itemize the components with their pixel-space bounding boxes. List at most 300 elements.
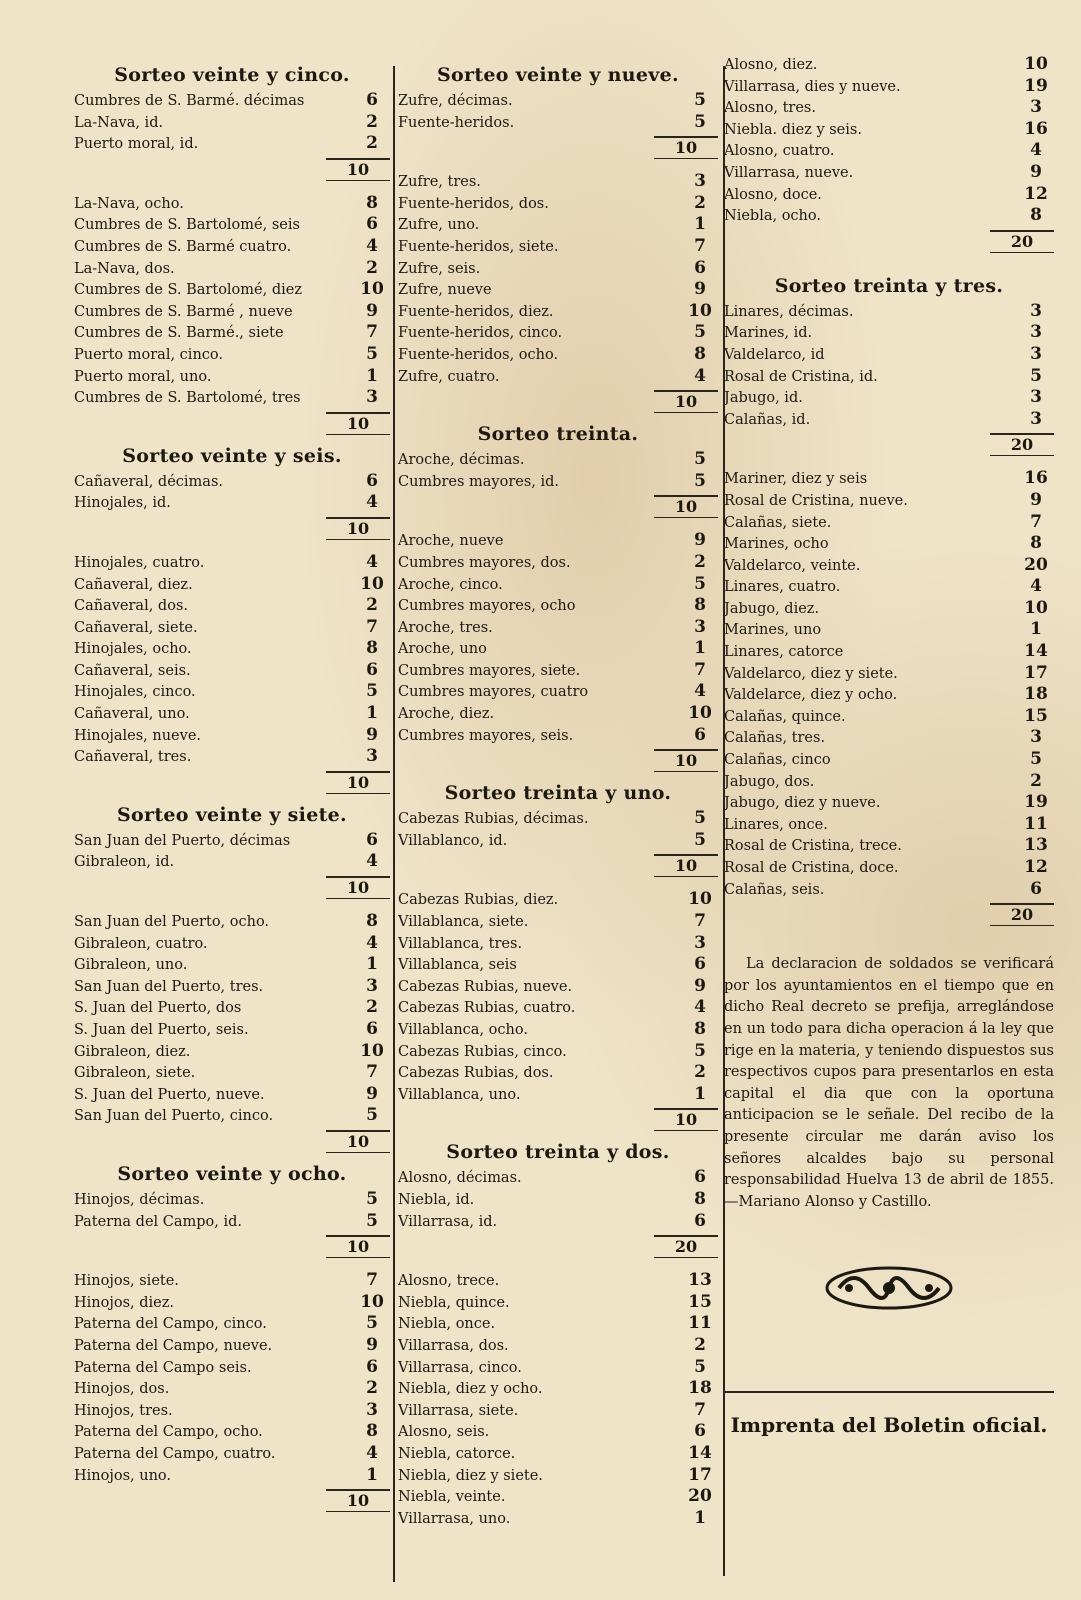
draw-number: 9 bbox=[366, 300, 378, 321]
section-heading: Sorteo veinte y nueve. bbox=[437, 64, 679, 86]
municipality-label: La-Nava, id. bbox=[74, 114, 164, 131]
lottery-row bbox=[724, 814, 1054, 836]
section-total: 10 bbox=[74, 873, 390, 899]
draw-number: 8 bbox=[694, 1019, 706, 1039]
footer-rule bbox=[724, 1391, 1054, 1393]
lottery-row bbox=[724, 162, 1054, 184]
municipality-label: Alosno, doce. bbox=[724, 186, 822, 203]
draw-number: 10 bbox=[688, 300, 712, 321]
lottery-row bbox=[398, 1167, 718, 1189]
municipality-label: San Juan del Puerto, décimas bbox=[74, 832, 291, 849]
lottery-row bbox=[398, 236, 718, 258]
municipality-label: Hinojos, siete. bbox=[74, 1273, 179, 1290]
draw-number: 5 bbox=[366, 1210, 378, 1231]
municipality-label: Jabugo, diez. bbox=[724, 600, 820, 617]
municipality-label: Fuente-heridos, siete. bbox=[398, 238, 559, 255]
municipality-label: Calañas, tres. bbox=[724, 730, 826, 747]
municipality-label: Cumbres de S. Barmé , nueve bbox=[74, 303, 293, 320]
section-heading: Sorteo veinte y cinco. bbox=[114, 64, 350, 86]
lottery-row bbox=[724, 727, 1054, 749]
municipality-label: Jabugo, id. bbox=[724, 390, 803, 407]
lottery-row bbox=[398, 725, 718, 747]
municipality-label: Alosno, tres. bbox=[724, 100, 816, 117]
lottery-row bbox=[74, 1378, 390, 1400]
lottery-row bbox=[398, 574, 718, 596]
municipality-label: Villarrasa, siete. bbox=[398, 1402, 519, 1419]
lottery-row bbox=[398, 471, 718, 493]
draw-number: 9 bbox=[694, 975, 706, 996]
municipality-label: Zufre, nueve bbox=[398, 282, 492, 299]
municipality-label: S. Juan del Puerto, dos bbox=[74, 1000, 242, 1017]
section-total: 10 bbox=[74, 409, 390, 435]
printer-imprint: Imprenta del Boletin oficial. bbox=[730, 1413, 1048, 1438]
municipality-label: Gibraleon, id. bbox=[74, 854, 175, 871]
lottery-row bbox=[724, 344, 1054, 366]
municipality-label: Linares, once. bbox=[724, 816, 828, 833]
column-1 bbox=[74, 54, 390, 1512]
draw-number: 10 bbox=[360, 279, 384, 300]
lottery-row bbox=[74, 1270, 390, 1292]
draw-number: 7 bbox=[366, 616, 378, 637]
draw-number: 9 bbox=[366, 724, 378, 745]
draw-number: 12 bbox=[1024, 857, 1048, 877]
municipality-label: Rosal de Cristina, doce. bbox=[724, 860, 899, 876]
draw-number: 7 bbox=[1030, 511, 1042, 532]
municipality-label: Hinojos, diez. bbox=[74, 1294, 174, 1311]
lottery-row bbox=[74, 552, 390, 574]
municipality-label: Marines, ocho bbox=[724, 536, 829, 553]
municipality-label: Villarrasa, cinco. bbox=[398, 1359, 522, 1376]
municipality-label: Alosno, décimas. bbox=[398, 1170, 522, 1187]
draw-number: 5 bbox=[694, 470, 706, 491]
lottery-row bbox=[74, 595, 390, 617]
draw-number: 4 bbox=[1030, 140, 1042, 161]
draw-number: 11 bbox=[1024, 813, 1048, 834]
municipality-label: S. Juan del Puerto, nueve. bbox=[74, 1086, 265, 1103]
lottery-row bbox=[398, 112, 718, 134]
section-total: 10 bbox=[74, 155, 390, 181]
municipality-label: Zufre, seis. bbox=[398, 260, 481, 277]
draw-number: 5 bbox=[1030, 749, 1042, 770]
draw-number: 6 bbox=[366, 1356, 378, 1377]
municipality-label: Hinojos, dos. bbox=[74, 1381, 170, 1398]
municipality-label: Paterna del Campo, nueve. bbox=[74, 1337, 273, 1354]
lottery-row bbox=[398, 933, 718, 955]
lottery-row bbox=[724, 76, 1054, 98]
lottery-row bbox=[724, 301, 1054, 323]
lottery-row bbox=[724, 97, 1054, 119]
municipality-label: Alosno, seis. bbox=[398, 1424, 490, 1441]
draw-number: 19 bbox=[1024, 792, 1048, 813]
lottery-row bbox=[398, 976, 718, 998]
lottery-row bbox=[74, 322, 390, 344]
municipality-label: Cañaveral, dos. bbox=[74, 598, 188, 615]
section-heading: Sorteo veinte y siete. bbox=[117, 803, 347, 826]
lottery-row bbox=[724, 322, 1054, 344]
section-total: 20 bbox=[724, 430, 1054, 456]
municipality-label: Cumbres mayores, ocho bbox=[398, 598, 576, 615]
draw-number: 8 bbox=[366, 1421, 378, 1442]
municipality-label: Mariner, diez y seis bbox=[724, 471, 868, 488]
draw-number: 6 bbox=[694, 1421, 706, 1442]
lottery-row bbox=[74, 1084, 390, 1106]
draw-number: 9 bbox=[366, 1083, 378, 1104]
municipality-label: La-Nava, dos. bbox=[74, 260, 175, 277]
lottery-row bbox=[74, 911, 390, 933]
draw-number: 10 bbox=[360, 573, 384, 594]
draw-number: 19 bbox=[1024, 75, 1048, 96]
draw-number: 10 bbox=[1024, 597, 1048, 618]
lottery-row bbox=[74, 90, 390, 112]
lottery-row bbox=[398, 703, 718, 725]
lottery-row bbox=[724, 119, 1054, 141]
draw-number: 5 bbox=[694, 1356, 706, 1377]
municipality-label: Puerto moral, uno. bbox=[74, 368, 212, 385]
lottery-row bbox=[74, 1313, 390, 1335]
municipality-label: Hinojos, uno. bbox=[74, 1467, 171, 1484]
draw-number: 3 bbox=[1030, 408, 1042, 429]
section-heading: Sorteo treinta y dos. bbox=[446, 1141, 670, 1164]
lottery-row bbox=[398, 1378, 718, 1400]
municipality-label: Cañaveral, seis. bbox=[74, 662, 191, 679]
draw-number: 6 bbox=[366, 829, 378, 850]
lottery-row bbox=[398, 1041, 718, 1063]
municipality-label: Cumbres mayores, cuatro bbox=[398, 684, 589, 701]
municipality-label: Niebla, once. bbox=[398, 1316, 496, 1333]
lottery-row bbox=[724, 663, 1054, 685]
lottery-row bbox=[74, 366, 390, 388]
lottery-row bbox=[398, 1335, 718, 1357]
lottery-row bbox=[398, 1019, 718, 1041]
municipality-label: Cabezas Rubias, dos. bbox=[398, 1065, 554, 1082]
municipality-label: Villarrasa, id. bbox=[398, 1213, 498, 1230]
municipality-label: Cumbres de S. Barmé. décimas bbox=[74, 93, 305, 109]
draw-number: 13 bbox=[688, 1270, 712, 1291]
lottery-row bbox=[398, 1357, 718, 1379]
draw-number: 1 bbox=[366, 703, 378, 724]
draw-number: 18 bbox=[1024, 684, 1048, 705]
municipality-label: Cumbres mayores, siete. bbox=[398, 662, 581, 679]
section-total: 10 bbox=[74, 514, 390, 540]
draw-number: 8 bbox=[694, 595, 706, 616]
municipality-label: Alosno, trece. bbox=[398, 1273, 500, 1290]
municipality-label: Paterna del Campo seis. bbox=[74, 1359, 252, 1376]
draw-number: 3 bbox=[366, 975, 378, 996]
draw-number: 8 bbox=[366, 911, 378, 932]
section-total: 10 bbox=[398, 851, 718, 877]
section-heading: Sorteo treinta y uno. bbox=[444, 782, 672, 805]
municipality-label: Jabugo, diez y nueve. bbox=[724, 795, 881, 812]
municipality-label: Niebla, quince. bbox=[398, 1294, 510, 1311]
lottery-row bbox=[724, 835, 1054, 857]
municipality-label: Gibraleon, siete. bbox=[74, 1065, 196, 1082]
lottery-row bbox=[724, 54, 1054, 76]
lottery-row bbox=[724, 184, 1054, 206]
municipality-label: Linares, cuatro. bbox=[724, 579, 841, 596]
draw-number: 3 bbox=[366, 746, 378, 767]
municipality-label: Villarrasa, uno. bbox=[398, 1510, 511, 1527]
draw-number: 5 bbox=[694, 573, 706, 594]
draw-number: 3 bbox=[366, 387, 378, 408]
draw-number: 6 bbox=[366, 90, 378, 110]
draw-number: 1 bbox=[366, 954, 378, 975]
draw-number: 5 bbox=[366, 343, 378, 364]
column-3 bbox=[724, 54, 1054, 1437]
lottery-row bbox=[398, 595, 718, 617]
draw-number: 5 bbox=[694, 1040, 706, 1061]
municipality-label: Calañas, seis. bbox=[724, 881, 825, 898]
municipality-label: Hinojos, tres. bbox=[74, 1402, 173, 1419]
lottery-row bbox=[74, 830, 390, 852]
section-total: 10 bbox=[74, 768, 390, 794]
lottery-row bbox=[398, 681, 718, 703]
municipality-label: San Juan del Puerto, ocho. bbox=[74, 914, 270, 931]
lottery-row bbox=[398, 1421, 718, 1443]
lottery-row bbox=[74, 1335, 390, 1357]
municipality-label: Niebla, diez y siete. bbox=[398, 1467, 543, 1484]
ornament-icon bbox=[819, 1263, 959, 1313]
draw-number: 3 bbox=[694, 932, 706, 953]
draw-number: 20 bbox=[688, 1486, 712, 1507]
lottery-row bbox=[724, 857, 1054, 879]
draw-number: 16 bbox=[1024, 118, 1048, 139]
lottery-row bbox=[398, 90, 718, 112]
municipality-label: Calañas, cinco bbox=[724, 752, 831, 769]
lottery-row bbox=[724, 792, 1054, 814]
draw-number: 7 bbox=[694, 659, 706, 680]
municipality-label: Aroche, nueve bbox=[398, 533, 504, 550]
municipality-label: Fuente-heridos. bbox=[398, 114, 515, 131]
lottery-row bbox=[398, 1292, 718, 1314]
municipality-label: Jabugo, dos. bbox=[724, 773, 815, 790]
municipality-label: Cañaveral, tres. bbox=[74, 749, 192, 766]
draw-number: 14 bbox=[1024, 641, 1048, 662]
draw-number: 8 bbox=[694, 1188, 706, 1209]
draw-number: 5 bbox=[694, 808, 706, 829]
draw-number: 10 bbox=[688, 889, 712, 910]
municipality-label: Alosno, diez. bbox=[724, 57, 818, 73]
draw-number: 1 bbox=[694, 214, 706, 235]
draw-number: 3 bbox=[1030, 322, 1042, 343]
lottery-row bbox=[398, 344, 718, 366]
municipality-label: Cumbres de S. Bartolomé, seis bbox=[74, 217, 300, 234]
lottery-row bbox=[74, 617, 390, 639]
municipality-label: Cumbres mayores, dos. bbox=[398, 554, 571, 571]
draw-number: 4 bbox=[1030, 576, 1042, 597]
section-total: 10 bbox=[398, 746, 718, 772]
section-total: 20 bbox=[724, 227, 1054, 253]
lottery-row bbox=[398, 1270, 718, 1292]
draw-number: 1 bbox=[694, 1507, 706, 1528]
lottery-row bbox=[74, 471, 390, 493]
lottery-row bbox=[74, 725, 390, 747]
draw-number: 5 bbox=[694, 322, 706, 343]
lottery-row bbox=[74, 997, 390, 1019]
municipality-label: Paterna del Campo, id. bbox=[74, 1213, 243, 1230]
municipality-label: Cañaveral, uno. bbox=[74, 706, 190, 723]
draw-number: 1 bbox=[694, 638, 706, 659]
draw-number: 8 bbox=[694, 343, 706, 364]
municipality-label: Niebla, diez y ocho. bbox=[398, 1381, 543, 1398]
municipality-label: Villablanca, tres. bbox=[398, 935, 523, 952]
draw-number: 4 bbox=[366, 851, 378, 872]
lottery-row bbox=[74, 1443, 390, 1465]
draw-number: 10 bbox=[688, 703, 712, 724]
draw-number: 5 bbox=[694, 111, 706, 132]
draw-number: 2 bbox=[366, 257, 378, 278]
lottery-row bbox=[74, 976, 390, 998]
municipality-label: San Juan del Puerto, tres. bbox=[74, 978, 264, 995]
draw-number: 4 bbox=[366, 932, 378, 953]
lottery-row bbox=[74, 574, 390, 596]
draw-number: 13 bbox=[1024, 835, 1048, 856]
lottery-row bbox=[724, 706, 1054, 728]
lottery-row bbox=[398, 322, 718, 344]
municipality-label: Cumbres mayores, seis. bbox=[398, 727, 574, 744]
draw-number: 3 bbox=[1030, 727, 1042, 748]
municipality-label: Hinojales, cinco. bbox=[74, 684, 196, 701]
draw-number: 7 bbox=[366, 322, 378, 343]
draw-number: 2 bbox=[366, 997, 378, 1018]
section-total: 10 bbox=[398, 387, 718, 413]
lottery-row bbox=[724, 576, 1054, 598]
lottery-row bbox=[398, 530, 718, 552]
lottery-row bbox=[398, 193, 718, 215]
municipality-label: Calañas, siete. bbox=[724, 514, 832, 531]
lottery-row bbox=[74, 660, 390, 682]
municipality-label: Cabezas Rubias, cinco. bbox=[398, 1043, 567, 1060]
lottery-row bbox=[398, 1400, 718, 1422]
lottery-row bbox=[398, 1062, 718, 1084]
lottery-row bbox=[724, 684, 1054, 706]
draw-number: 9 bbox=[694, 279, 706, 300]
draw-number: 4 bbox=[366, 1442, 378, 1463]
municipality-label: Aroche, cinco. bbox=[398, 576, 503, 593]
draw-number: 4 bbox=[694, 365, 706, 386]
draw-number: 8 bbox=[1030, 533, 1042, 554]
municipality-label: Cumbres de S. Barmé., siete bbox=[74, 325, 284, 342]
draw-number: 3 bbox=[694, 616, 706, 637]
municipality-label: Fuente-heridos, diez. bbox=[398, 303, 554, 320]
lottery-row bbox=[724, 409, 1054, 431]
draw-number: 7 bbox=[694, 1399, 706, 1420]
draw-number: 4 bbox=[366, 551, 378, 572]
lottery-row bbox=[398, 1508, 718, 1530]
lottery-row bbox=[74, 112, 390, 134]
draw-number: 8 bbox=[366, 192, 378, 213]
section-total: 10 bbox=[74, 1232, 390, 1258]
lottery-row bbox=[398, 1443, 718, 1465]
municipality-label: Fuente-heridos, dos. bbox=[398, 195, 549, 212]
draw-number: 2 bbox=[694, 551, 706, 572]
lottery-row bbox=[724, 205, 1054, 227]
municipality-label: Cumbres de S. Bartolomé, tres bbox=[74, 390, 301, 407]
municipality-label: Paterna del Campo, cinco. bbox=[74, 1316, 267, 1333]
municipality-label: Rosal de Cristina, trece. bbox=[724, 838, 902, 855]
draw-number: 4 bbox=[366, 492, 378, 513]
draw-number: 5 bbox=[694, 90, 706, 110]
lottery-row bbox=[398, 889, 718, 911]
municipality-label: Niebla, catorce. bbox=[398, 1445, 516, 1462]
draw-number: 12 bbox=[1024, 183, 1048, 204]
lottery-row bbox=[74, 851, 390, 873]
municipality-label: Calañas, id. bbox=[724, 411, 811, 428]
municipality-label: Aroche, tres. bbox=[398, 619, 493, 636]
draw-number: 5 bbox=[694, 449, 706, 470]
draw-number: 2 bbox=[366, 1378, 378, 1399]
municipality-label: Cabezas Rubias, décimas. bbox=[398, 811, 589, 828]
municipality-label: San Juan del Puerto, cinco. bbox=[74, 1108, 274, 1125]
section-total: 10 bbox=[398, 1105, 718, 1131]
lottery-row bbox=[724, 387, 1054, 409]
municipality-label: Aroche, uno bbox=[398, 641, 487, 658]
draw-number: 3 bbox=[1030, 300, 1042, 321]
draw-number: 6 bbox=[694, 257, 706, 278]
municipality-label: Puerto moral, id. bbox=[74, 136, 199, 153]
draw-number: 4 bbox=[694, 997, 706, 1018]
section-total: 10 bbox=[74, 1127, 390, 1153]
municipality-label: Alosno, cuatro. bbox=[724, 143, 835, 160]
draw-number: 6 bbox=[366, 1019, 378, 1039]
lottery-row bbox=[74, 387, 390, 409]
municipality-label: Niebla. diez y seis. bbox=[724, 121, 862, 138]
draw-number: 1 bbox=[694, 1083, 706, 1104]
municipality-label: Aroche, diez. bbox=[398, 706, 495, 723]
draw-number: 15 bbox=[688, 1291, 712, 1312]
municipality-label: Cabezas Rubias, nueve. bbox=[398, 978, 573, 995]
municipality-label: Linares, catorce bbox=[724, 644, 844, 661]
municipality-label: Gibraleon, cuatro. bbox=[74, 935, 208, 952]
draw-number: 5 bbox=[366, 1313, 378, 1334]
draw-number: 6 bbox=[366, 659, 378, 680]
draw-number: 6 bbox=[366, 214, 378, 235]
municipality-label: Villarrasa, dos. bbox=[398, 1337, 509, 1354]
lottery-row bbox=[398, 171, 718, 193]
draw-number: 2 bbox=[694, 1062, 706, 1083]
lottery-row bbox=[74, 1105, 390, 1127]
draw-number: 2 bbox=[694, 192, 706, 213]
section-heading: Sorteo treinta. bbox=[477, 423, 639, 446]
lottery-row bbox=[74, 638, 390, 660]
draw-number: 8 bbox=[366, 638, 378, 659]
municipality-label: Calañas, quince. bbox=[724, 708, 846, 725]
draw-number: 3 bbox=[1030, 343, 1042, 364]
municipality-label: Villablanco, id. bbox=[398, 832, 508, 849]
municipality-label: S. Juan del Puerto, seis. bbox=[74, 1022, 249, 1038]
municipality-label: Hinojales, ocho. bbox=[74, 641, 192, 658]
draw-number: 7 bbox=[366, 1062, 378, 1083]
municipality-label: Rosal de Cristina, id. bbox=[724, 368, 878, 385]
draw-number: 10 bbox=[1024, 54, 1048, 74]
municipality-label: Valdelarce, diez y ocho. bbox=[724, 687, 898, 704]
draw-number: 1 bbox=[366, 1464, 378, 1485]
lottery-row bbox=[74, 492, 390, 514]
municipality-label: La-Nava, ocho. bbox=[74, 195, 184, 212]
lottery-row bbox=[74, 236, 390, 258]
circular-paragraph: La declaracion de soldados se verificará por los ayuntamientos en el tiempo que en dicho Real decreto se prefija, arreglándose en un todo para dicha operacion á la ley que rige en la materia, y teniendo dispuestos sus respectivos cupos para presentarlos en esta capital el dia que con la oportuna anticipacion se le señale. Del recibo de la presente circular me darán aviso los señores alcaldes bajo su personal responsabilidad Huelva 13 de abril de 1855.—Mariano Alonso y Castillo. bbox=[724, 956, 1054, 1210]
municipality-label: Zufre, uno. bbox=[398, 217, 480, 234]
municipality-label: Linares, décimas. bbox=[724, 303, 854, 320]
draw-number: 17 bbox=[688, 1464, 712, 1485]
municipality-label: Cañaveral, décimas. bbox=[74, 473, 223, 490]
lottery-row bbox=[74, 1041, 390, 1063]
municipality-label: Gibraleon, uno. bbox=[74, 957, 188, 974]
municipality-label: Niebla, veinte. bbox=[398, 1489, 506, 1506]
lottery-row bbox=[398, 1486, 718, 1508]
municipality-label: Valdelarco, veinte. bbox=[724, 557, 861, 574]
section-total: 10 bbox=[398, 492, 718, 518]
municipality-label: Villablanca, ocho. bbox=[398, 1022, 528, 1038]
